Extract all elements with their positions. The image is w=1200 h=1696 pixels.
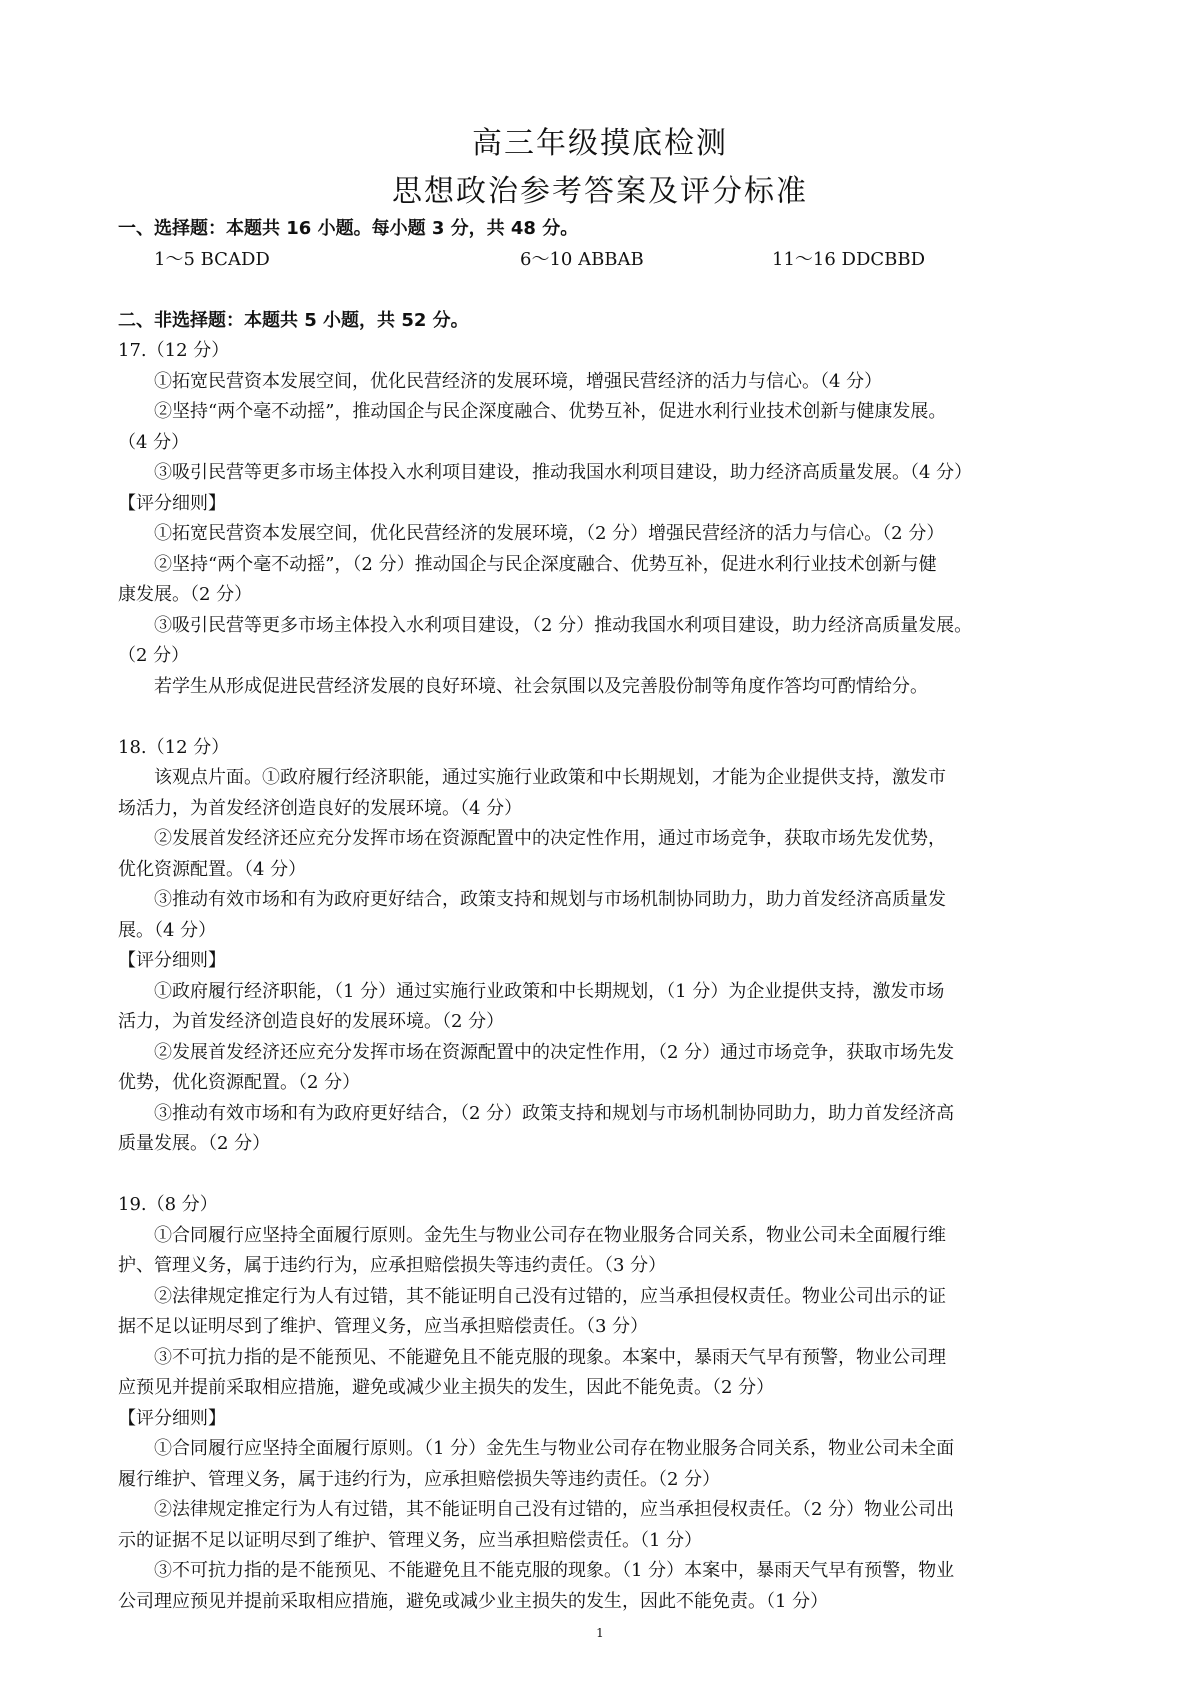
answer-line: 优化资源配置。（4 分） [118,858,307,880]
answer-line: 护、管理义务，属于违约行为，应承担赔偿损失等违约责任。（3 分） [118,1255,667,1276]
rubric-line: 优势，优化资源配置。（2 分） [118,1072,361,1093]
rubric-line: 质量发展。（2 分） [118,1133,271,1154]
page-number: 1 [596,1626,604,1640]
rubric-line: 公司理应预见并提前采取相应措施，避免或减少业主损失的发生，因此不能免责。（1 分） [118,1590,829,1612]
rubric-note: 若学生从形成促进民营经济发展的良好环境、社会氛围以及完善股份制等角度作答均可酌情给分。 [154,675,928,697]
rubric-line: ③不可抗力指的是不能预见、不能避免且不能克服的现象。（1 分）本案中，暴雨天气早有预警，物业 [154,1560,955,1581]
page-title: 高三年级摸底检测 [472,126,728,161]
answer-line: 场活力，为首发经济创造良好的发展环境。（4 分） [118,797,523,819]
answer-line: ③吸引民营等更多市场主体投入水利项目建设，推动我国水利项目建设，助力经济高质量发展。（4 分） [154,462,973,483]
section-heading-nonchoice: 二、非选择题：本题共 5 小题，共 52 分。 [118,309,469,331]
rubric-line: 示的证据不足以证明尽到了维护、管理义务，应当承担赔偿责任。（1 分） [118,1529,703,1551]
rubric-label: 【评分细则】 [118,1407,226,1429]
spacer [118,702,1090,733]
rubric-line: ①拓宽民营资本发展空间，优化民营经济的发展环境，（2 分）增强民营经济的活力与信心。（2 分） [154,523,945,544]
choice-answers-row [118,245,1090,276]
answer-line: ③不可抗力指的是不能预见、不能避免且不能克服的现象。本案中，暴雨天气早有预警，物业公司理 [154,1346,946,1368]
rubric-line: 活力，为首发经济创造良好的发展环境。（2 分） [118,1011,505,1032]
rubric-line: ③推动有效市场和有为政府更好结合，（2 分）政策支持和规划与市场机制协同助力，助力首发经济高 [154,1102,955,1124]
choice-answers-1-5: 1～5 BCADD [154,248,270,270]
question-18-number: 18.（12 分） [118,736,230,758]
answer-line: ③推动有效市场和有为政府更好结合，政策支持和规划与市场机制协同助力，助力首发经济高质量发 [154,889,946,910]
rubric-line: 履行维护、管理义务，属于违约行为，应承担赔偿损失等违约责任。（2 分） [118,1468,721,1490]
question-17-number: 17.（12 分） [118,340,230,361]
rubric-line: ①政府履行经济职能，（1 分）通过实施行业政策和中长期规划，（1 分）为企业提供支持，激发市场 [154,980,945,1002]
choice-answers-11-16: 11～16 DDCBBD [772,248,926,270]
answer-line: ①合同履行应坚持全面履行原则。金先生与物业公司存在物业服务合同关系，物业公司未全面履行维 [154,1224,946,1246]
rubric-line: ③吸引民营等更多市场主体投入水利项目建设，（2 分）推动我国水利项目建设，助力经济高质量发展。 [154,614,973,636]
rubric-line: ②法律规定推定行为人有过错，其不能证明自己没有过错的，应当承担侵权责任。（2 分）物业公司出 [154,1499,955,1520]
answer-line: 应预见并提前采取相应措施，避免或减少业主损失的发生，因此不能免责。（2 分） [118,1377,775,1398]
rubric-line: （2 分） [118,645,190,666]
answer-line: ②法律规定推定行为人有过错，其不能证明自己没有过错的，应当承担侵权责任。物业公司出示的证 [154,1285,946,1307]
spacer [118,1160,1090,1191]
answer-line: ②坚持“两个毫不动摇”，推动国企与民企深度融合、优势互补，促进水利行业技术创新与健康发展。 [154,401,947,422]
answer-line: ②发展首发经济还应充分发挥市场在资源配置中的决定性作用，通过市场竞争，获取市场先发优势， [154,828,946,849]
choice-answers-6-10: 6～10 ABBAB [520,248,644,270]
question-19-number: 19.（8 分） [118,1194,218,1215]
document-body [118,214,1090,1617]
answer-line: 该观点片面。①政府履行经济职能，通过实施行业政策和中长期规划，才能为企业提供支持，激发市 [154,767,946,788]
answer-line: （4 分） [118,431,190,453]
rubric-line: ②坚持“两个毫不动摇”，（2 分）推动国企与民企深度融合、优势互补，促进水利行业技术创新与健 [154,553,937,575]
spacer [118,275,1090,306]
rubric-label: 【评分细则】 [118,492,226,514]
rubric-label: 【评分细则】 [118,950,226,971]
answer-line: 展。（4 分） [118,919,217,941]
rubric-line: 康发展。（2 分） [118,584,253,605]
page-subtitle: 思想政治参考答案及评分标准 [392,174,808,209]
rubric-line: ①合同履行应坚持全面履行原则。（1 分）金先生与物业公司存在物业服务合同关系，物业公司未全面 [154,1438,955,1459]
rubric-line: ②发展首发经济还应充分发挥市场在资源配置中的决定性作用，（2 分）通过市场竞争，获取市场先发 [154,1041,955,1063]
answer-line: ①拓宽民营资本发展空间，优化民营经济的发展环境，增强民营经济的活力与信心。（4 分） [154,370,883,392]
answer-line: 据不足以证明尽到了维护、管理义务，应当承担赔偿责任。（3 分） [118,1316,649,1337]
section-heading-choice: 一、选择题：本题共 16 小题。每小题 3 分，共 48 分。 [118,218,579,239]
